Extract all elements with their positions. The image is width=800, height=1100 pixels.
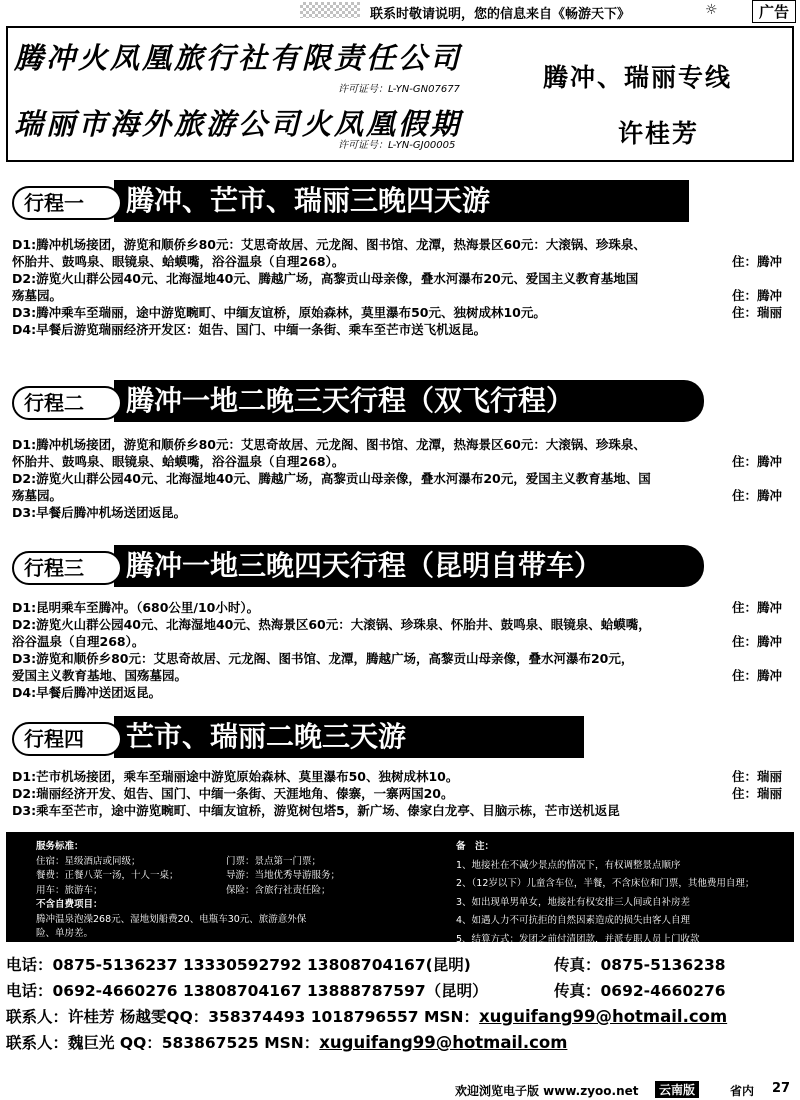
note-item: 5、结算方式：发团之前付清团款，并派专职人员上门收款 [456,933,700,945]
specialty-line: 腾冲、瑞丽专线 [543,63,733,92]
website-link[interactable]: 欢迎浏览电子版 www.zyoo.net [455,1084,639,1098]
itinerary-title: 腾冲一地三晚四天行程（昆明自带车） [114,545,704,587]
province-label: 省内 [730,1084,755,1098]
itinerary-title: 腾冲一地二晚三天行程（双飞行程） [114,380,704,422]
day-line: D1:腾冲机场接团，游览和顺侨乡80元：艾思奇故居、元龙阁、图书馆、龙潭，热海景区60元：大滚锅、珍珠泉、 [12,237,646,252]
license-2: 许可证号：L-YN-GJ00005 [338,140,456,151]
phone-line-2: 电话：0692-4660276 13808704167 13888787597（昆明） [6,982,488,1000]
day-line: 怀胎井、鼓鸣泉、眼镜泉、蛤蟆嘴，浴谷温泉（自理268）。 住：腾冲 [12,454,782,469]
msn-email[interactable]: xuguifang99@hotmail.com [319,1033,568,1052]
itinerary-badge: 行程四 [12,722,122,756]
license-1: 许可证号：L-YN-GN07677 [338,84,460,95]
service-terms [6,832,794,945]
note-item: 2、（12岁以下）儿童含车位，半餐，不含床位和门票，其他费用自理； [456,878,755,889]
day-line: 殇墓园。 住：腾冲 [12,488,782,503]
company-header [6,26,794,162]
contact-person: 许桂芳 [618,119,700,148]
day-line: 浴谷温泉（自理268）。 住：腾冲 [12,634,782,649]
top-bar [0,0,800,22]
day-line: D1:芒市机场接团，乘车至瑞丽途中游览原始森林、莫里瀑布50、独树成林10。 住：瑞丽 [12,769,782,784]
checker-pattern [300,2,360,18]
day-line: 殇墓园。 住：腾冲 [12,288,782,303]
day-line: D4:早餐后腾冲送团返昆。 [12,685,162,700]
service-standard: 服务标准： 住宿：星级酒店或同级； 门票：景点第一门票； 餐费：正餐八菜一汤，十人一桌； 导游：当地优秀导游服务； 用车：旅游车； 保险：含旅行社责任险； 不含自费项目： 腾冲温泉泡澡268元、湿地划船费20、电瓶车30元、旅游意外保 险、单房差。 [36,841,341,939]
day-line: D2:游览火山群公园40元、北海湿地40元、腾越广场，高黎贡山母亲像，叠水河瀑布20元、爱国主义教育基地国 [12,271,639,286]
itinerary-title: 腾冲、芒市、瑞丽三晚四天游 [114,180,689,222]
itinerary-banner [12,180,792,222]
itinerary-4 [12,716,792,819]
day-line: D1:昆明乘车至腾冲。（680公里/10小时）。 住：腾冲 [12,600,782,615]
note-item: 3、如出现单男单女，地接社有权安排三人间或自补房差 [456,896,691,908]
itinerary-title: 芒市、瑞丽二晚三天游 [114,716,584,758]
itinerary-3 [12,545,792,701]
contact-info [6,952,794,1056]
company-name-1: 腾冲火凤凰旅行社有限责任公司 [14,41,463,75]
note-item: 1、地接社在不减少景点的情况下，有权调整景点顺序 [456,859,681,871]
itinerary-banner [12,380,792,422]
day-line: D3:早餐后腾冲机场送团返昆。 [12,505,187,520]
sun-icon: ☼ [705,2,718,18]
phone-line-1: 电话：0875-5136237 13330592792 13808704167(昆明) [6,956,471,974]
note-item: 4、如遇人力不可抗拒的自然因素造成的损失由客人自理 [456,915,691,926]
itinerary-badge: 行程一 [12,186,122,220]
itinerary-1 [12,180,792,338]
top-slogan: 联系时敬请说明，您的信息来自《畅游天下》 [370,7,631,22]
itinerary-badge: 行程二 [12,386,122,420]
day-line: D2:游览火山群公园40元、北海湿地40元、热海景区60元：大滚锅、珍珠泉、怀胎井、鼓鸣泉、眼镜泉、蛤蟆嘴， [12,617,651,632]
itinerary-2 [12,380,792,521]
itinerary-banner [12,545,792,587]
day-line: D3:游览和顺侨乡80元：艾思奇故居、元龙阁、图书馆、龙潭，腾越广场，高黎贡山母亲像，叠水河瀑布20元， [12,651,634,666]
page-footer [0,1080,800,1100]
day-line: D4:早餐后游览瑞丽经济开发区：姐告、国门、中缅一条街、乘车至芒市送飞机返昆。 [12,322,487,337]
fax-1: 传真：0875-5136238 [554,956,726,974]
page-number: 27 [772,1081,791,1096]
ad-label: 广告 [752,0,796,23]
edition-label: 云南版 [655,1081,699,1098]
itinerary-badge: 行程三 [12,551,122,585]
contact-person-2: 联系人：魏巨光 QQ：583867525 MSN： [6,1034,320,1052]
company-name-2: 瑞丽市海外旅游公司火凤凰假期 [14,107,463,141]
day-line: D3:乘车至芒市，途中游览畹町、中缅友谊桥，游览树包塔5，新广场、傣家白龙亭、目脑示栋，芒市送机返昆 [12,803,620,818]
itinerary-banner [12,716,792,758]
msn-email[interactable]: xuguifang99@hotmail.com [479,1007,728,1026]
day-line: D2:游览火山群公园40元、北海湿地40元、腾越广场，高黎贡山母亲像，叠水河瀑布20元，爱国主义教育基地、国 [12,471,651,486]
remarks: 备 注： 1、地接社在不减少景点的情况下，有权调整景点顺序 2、（12岁以下）儿童含车位，半餐，不含床位和门票，其他费用自理； 3、如出现单男单女，地接社有权安排三人间或自补房差 4、如遇人力不可抗拒的自然因素造成的损失由客人自理 5、结算方式：发团之前付清团款，并派专职人员上门收款 [456,840,786,947]
day-line: D1:腾冲机场接团，游览和顺侨乡80元：艾思奇故居、元龙阁、图书馆、龙潭，热海景区60元：大滚锅、珍珠泉、 [12,437,646,452]
day-line: 爱国主义教育基地、国殇墓园。 住：腾冲 [12,668,782,683]
fax-2: 传真：0692-4660276 [554,982,726,1000]
day-line: D3:腾冲乘车至瑞丽，途中游览畹町、中缅友谊桥，原始森林，莫里瀑布50元、独树成林10元。 住：瑞丽 [12,305,782,320]
day-line: 怀胎井、鼓鸣泉、眼镜泉、蛤蟆嘴，浴谷温泉（自理268）。 住：腾冲 [12,254,782,269]
contact-person-1: 联系人：许桂芳 杨越雯QQ：358374493 1018796557 MSN： [6,1008,480,1026]
day-line: D2:瑞丽经济开发、姐告、国门、中缅一条街、天涯地角、傣寨，一寨两国20。 住：瑞丽 [12,786,782,801]
